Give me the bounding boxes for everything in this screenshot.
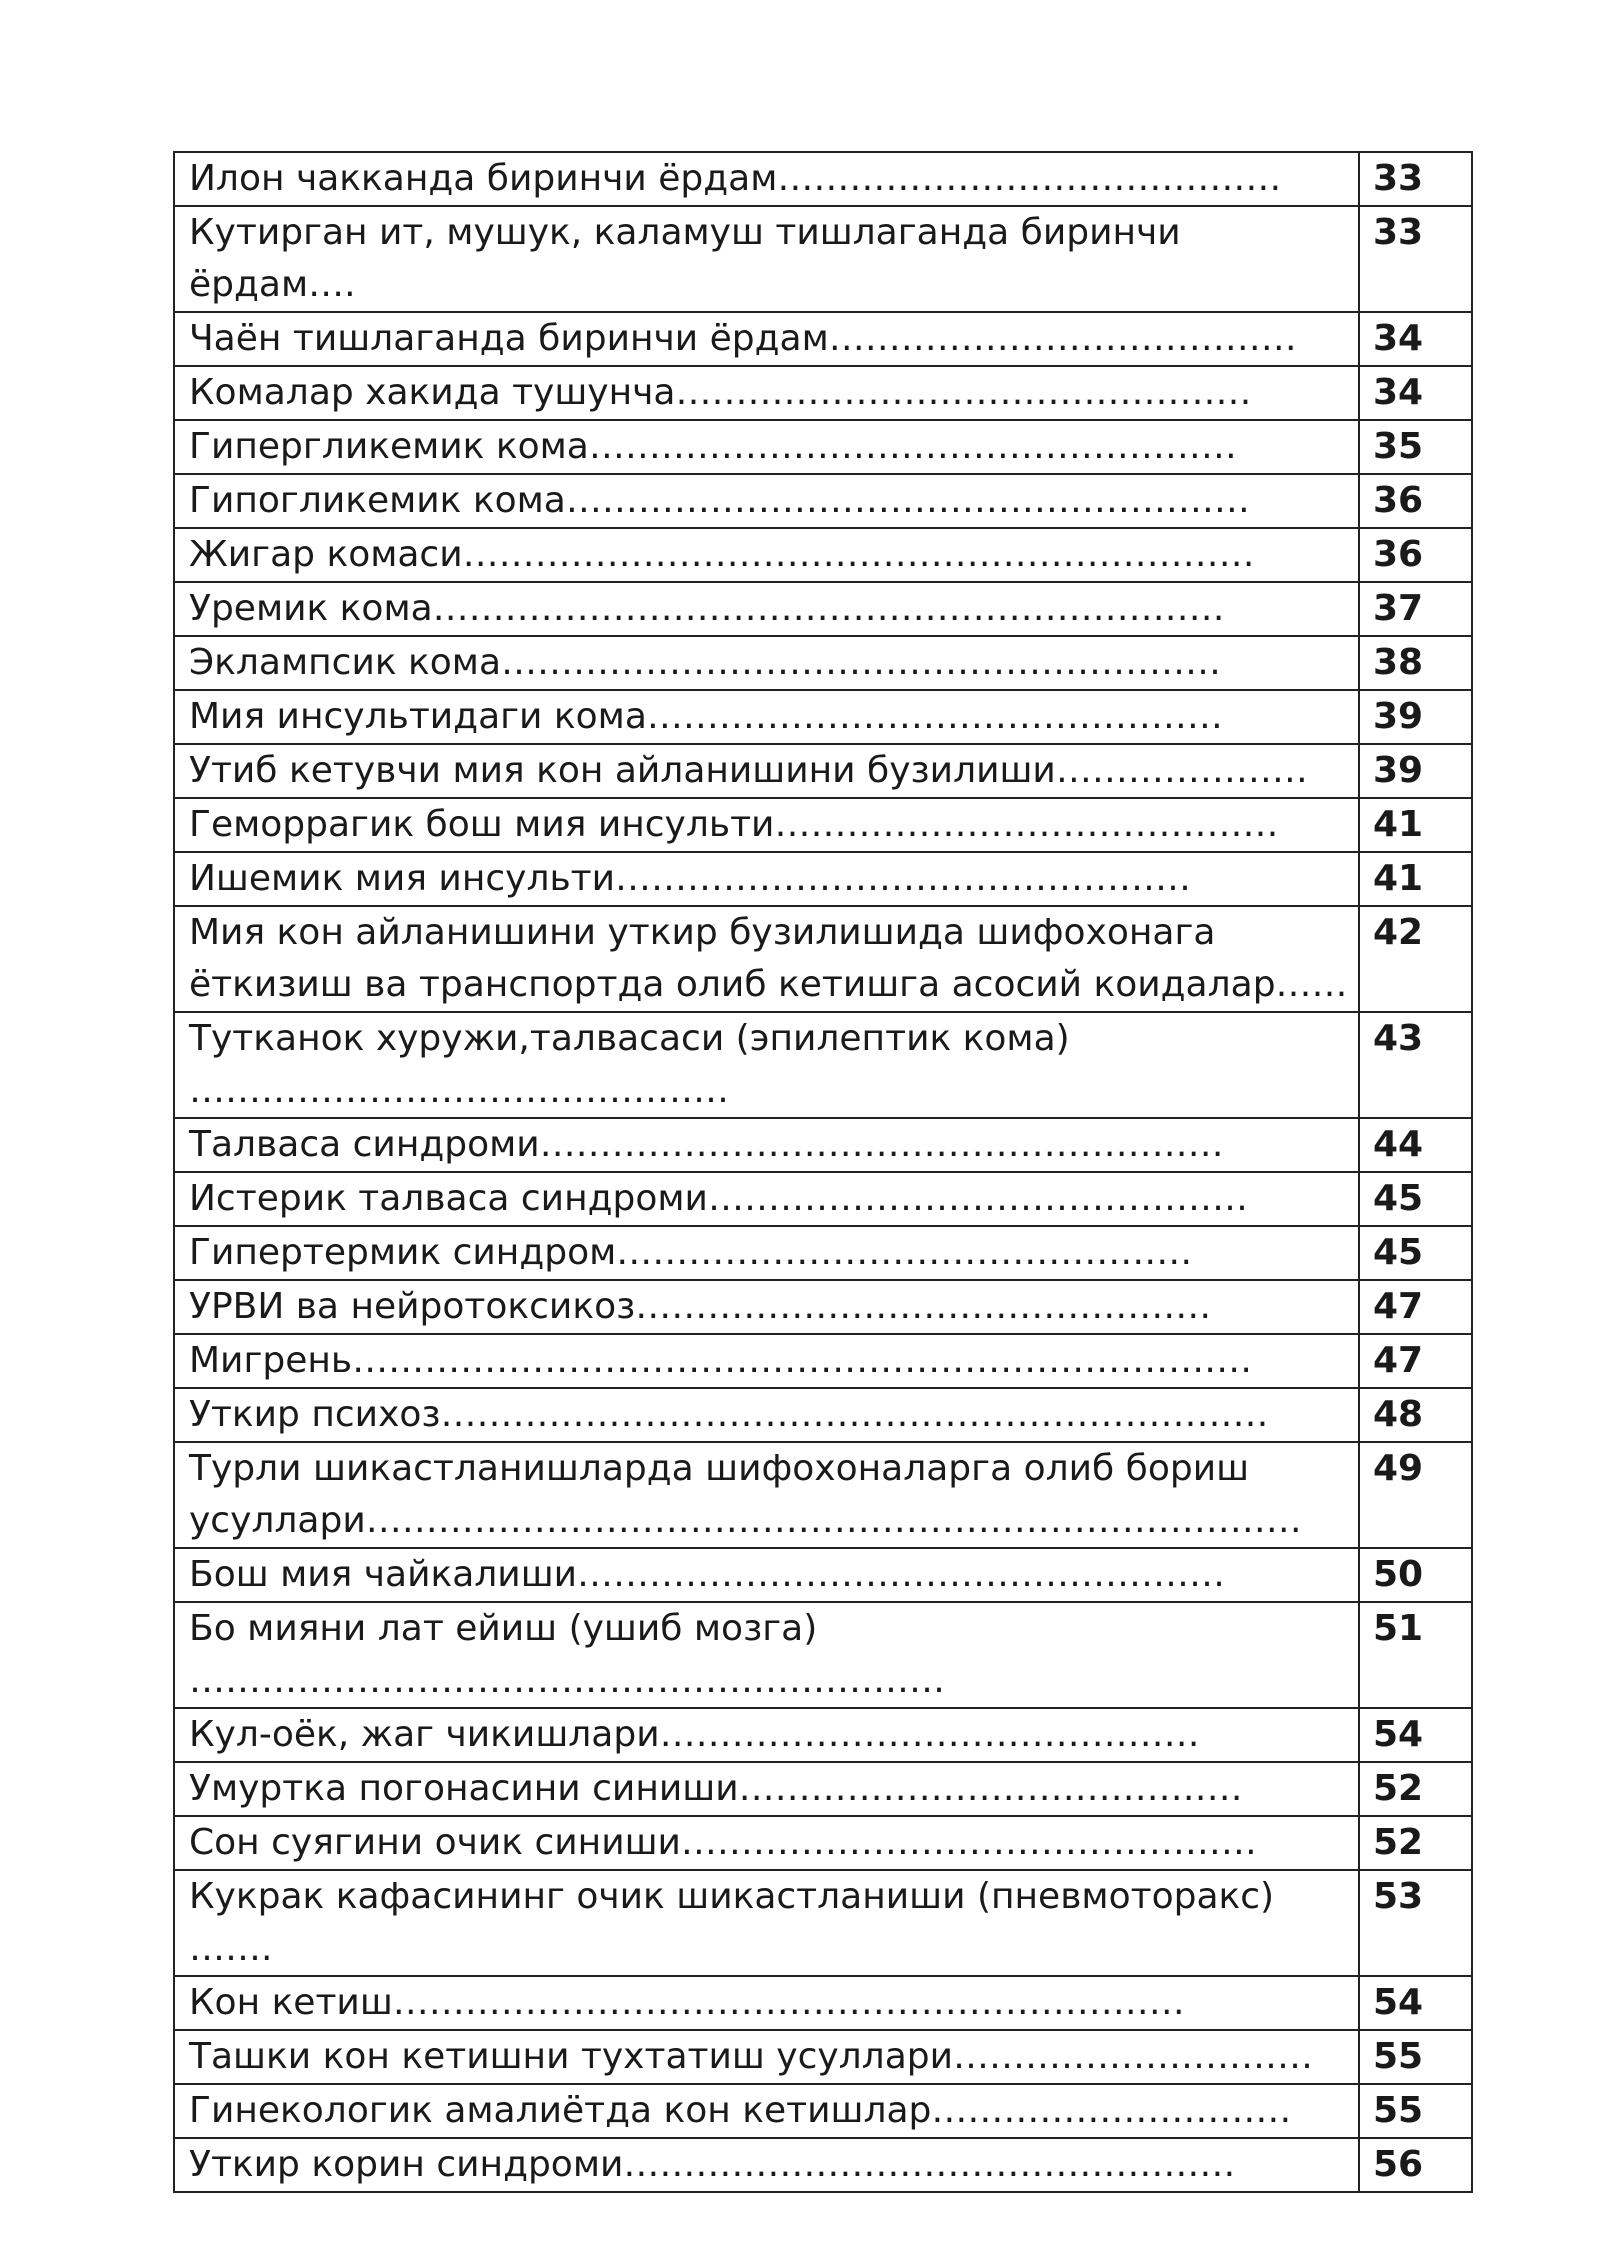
toc-entry-title: Кон кетиш………………………………………………………… xyxy=(174,1976,1359,2030)
toc-entry-page: 33 xyxy=(1359,206,1472,312)
toc-entry-page: 53 xyxy=(1359,1870,1472,1976)
toc-entry-title: Кутирган ит, мушук, каламуш тишлаганда биринчи ёрдам…. xyxy=(174,206,1359,312)
toc-entry-title: Илон чакканда биринчи ёрдам…………………………………… xyxy=(174,152,1359,206)
toc-row xyxy=(174,2030,1472,2084)
toc-row xyxy=(174,1280,1472,1334)
toc-row xyxy=(174,906,1472,1012)
toc-entry-title: Ташки кон кетишни тухтатиш усуллари………………………… xyxy=(174,2030,1359,2084)
toc-row xyxy=(174,798,1472,852)
toc-entry-page: 55 xyxy=(1359,2030,1472,2084)
toc-row xyxy=(174,366,1472,420)
toc-row xyxy=(174,1388,1472,1442)
toc-entry-title: Турли шикастланишларда шифохоналарга олиб бориш усуллари…………………………………………………………………… xyxy=(174,1442,1359,1548)
toc-row xyxy=(174,1548,1472,1602)
toc-entry-page: 49 xyxy=(1359,1442,1472,1548)
toc-entry-title: Ишемик мия инсульти………………………………………… xyxy=(174,852,1359,906)
toc-entry-title: Гипертермик синдром………………………………………… xyxy=(174,1226,1359,1280)
toc-entry-title: Гинекологик амалиётда кон кетишлар………………………… xyxy=(174,2084,1359,2138)
toc-entry-title: Комалар хакида тушунча………………………………………… xyxy=(174,366,1359,420)
toc-row xyxy=(174,852,1472,906)
toc-entry-title: Умуртка погонасини синиши…………………………………… xyxy=(174,1762,1359,1816)
toc-entry-page: 45 xyxy=(1359,1226,1472,1280)
toc-row xyxy=(174,312,1472,366)
toc-row xyxy=(174,2084,1472,2138)
toc-entry-title: Утиб кетувчи мия кон айланишини бузилиши………………… xyxy=(174,744,1359,798)
toc-row xyxy=(174,582,1472,636)
toc-entry-page: 48 xyxy=(1359,1388,1472,1442)
toc-entry-page: 35 xyxy=(1359,420,1472,474)
toc-row xyxy=(174,1976,1472,2030)
toc-row xyxy=(174,420,1472,474)
toc-entry-page: 47 xyxy=(1359,1334,1472,1388)
toc-row xyxy=(174,1334,1472,1388)
toc-entry-page: 41 xyxy=(1359,852,1472,906)
toc-entry-title: Уткир корин синдроми…………………………………………… xyxy=(174,2138,1359,2192)
toc-entry-title: Бош мия чайкалиши……………………………………………… xyxy=(174,1548,1359,1602)
toc-entry-title: Сон суягини очик синиши………………………………………… xyxy=(174,1816,1359,1870)
toc-entry-page: 39 xyxy=(1359,744,1472,798)
toc-entry-title: Мигрень………………………………………………………………… xyxy=(174,1334,1359,1388)
toc-entry-page: 54 xyxy=(1359,1976,1472,2030)
toc-entry-title: УРВИ ва нейротоксикоз………………………………………… xyxy=(174,1280,1359,1334)
toc-row xyxy=(174,690,1472,744)
toc-entry-title: Эклампсик кома…………………………………………………… xyxy=(174,636,1359,690)
toc-row xyxy=(174,1172,1472,1226)
toc-row xyxy=(174,1602,1472,1708)
toc-row xyxy=(174,474,1472,528)
toc-row xyxy=(174,1012,1472,1118)
toc-entry-title: Истерик талваса синдроми……………………………………… xyxy=(174,1172,1359,1226)
toc-entry-title: Геморрагик бош мия инсульти…………………………………… xyxy=(174,798,1359,852)
toc-entry-title: Кукрак кафасининг очик шикастланиши (пневмоторакс) ……. xyxy=(174,1870,1359,1976)
toc-entry-title: Уремик кома………………………………………………………… xyxy=(174,582,1359,636)
toc-entry-title: Уткир психоз…………………………………………………………… xyxy=(174,1388,1359,1442)
toc-entry-title: Тутканок хуружи,талвасаси (эпилептик кома) ……………………………………… xyxy=(174,1012,1359,1118)
toc-entry-title: Мия инсультидаги кома………………………………………… xyxy=(174,690,1359,744)
toc-entry-page: 38 xyxy=(1359,636,1472,690)
toc-row xyxy=(174,744,1472,798)
toc-entry-page: 37 xyxy=(1359,582,1472,636)
toc-entry-title: Мия кон айланишини уткир бузилишида шифохонага ёткизиш ва транспортда олиб кетишга асосий коидалар…… xyxy=(174,906,1359,1012)
table-of-contents xyxy=(173,151,1473,2193)
toc-entry-page: 52 xyxy=(1359,1816,1472,1870)
toc-entry-page: 55 xyxy=(1359,2084,1472,2138)
toc-entry-title: Бо мияни лат ейиш (ушиб мозга) ……………………………………………………… xyxy=(174,1602,1359,1708)
toc-entry-page: 54 xyxy=(1359,1708,1472,1762)
toc-row xyxy=(174,1118,1472,1172)
toc-entry-title: Гипергликемик кома……………………………………………… xyxy=(174,420,1359,474)
toc-entry-page: 33 xyxy=(1359,152,1472,206)
toc-entry-page: 52 xyxy=(1359,1762,1472,1816)
toc-entry-title: Жигар комаси………………………………………………………… xyxy=(174,528,1359,582)
toc-entry-page: 41 xyxy=(1359,798,1472,852)
toc-entry-page: 34 xyxy=(1359,366,1472,420)
toc-row xyxy=(174,1816,1472,1870)
toc-row xyxy=(174,528,1472,582)
toc-body xyxy=(174,152,1472,2192)
toc-row xyxy=(174,1870,1472,1976)
toc-entry-page: 42 xyxy=(1359,906,1472,1012)
toc-entry-title: Талваса синдроми………………………………………………… xyxy=(174,1118,1359,1172)
toc-entry-page: 39 xyxy=(1359,690,1472,744)
toc-entry-page: 36 xyxy=(1359,528,1472,582)
toc-row xyxy=(174,206,1472,312)
toc-entry-page: 43 xyxy=(1359,1012,1472,1118)
toc-entry-page: 56 xyxy=(1359,2138,1472,2192)
toc-entry-page: 51 xyxy=(1359,1602,1472,1708)
toc-entry-title: Кул-оёк, жаг чикишлари……………………………………… xyxy=(174,1708,1359,1762)
toc-entry-page: 47 xyxy=(1359,1280,1472,1334)
toc-entry-page: 34 xyxy=(1359,312,1472,366)
toc-row xyxy=(174,2138,1472,2192)
toc-row xyxy=(174,1442,1472,1548)
toc-entry-page: 44 xyxy=(1359,1118,1472,1172)
toc-row xyxy=(174,1762,1472,1816)
toc-entry-page: 45 xyxy=(1359,1172,1472,1226)
toc-row xyxy=(174,152,1472,206)
toc-row xyxy=(174,636,1472,690)
toc-row xyxy=(174,1708,1472,1762)
toc-entry-page: 50 xyxy=(1359,1548,1472,1602)
toc-entry-title: Гипогликемик кома………………………………………………… xyxy=(174,474,1359,528)
toc-entry-page: 36 xyxy=(1359,474,1472,528)
toc-row xyxy=(174,1226,1472,1280)
toc-entry-title: Чаён тишлаганда биринчи ёрдам………………………………… xyxy=(174,312,1359,366)
